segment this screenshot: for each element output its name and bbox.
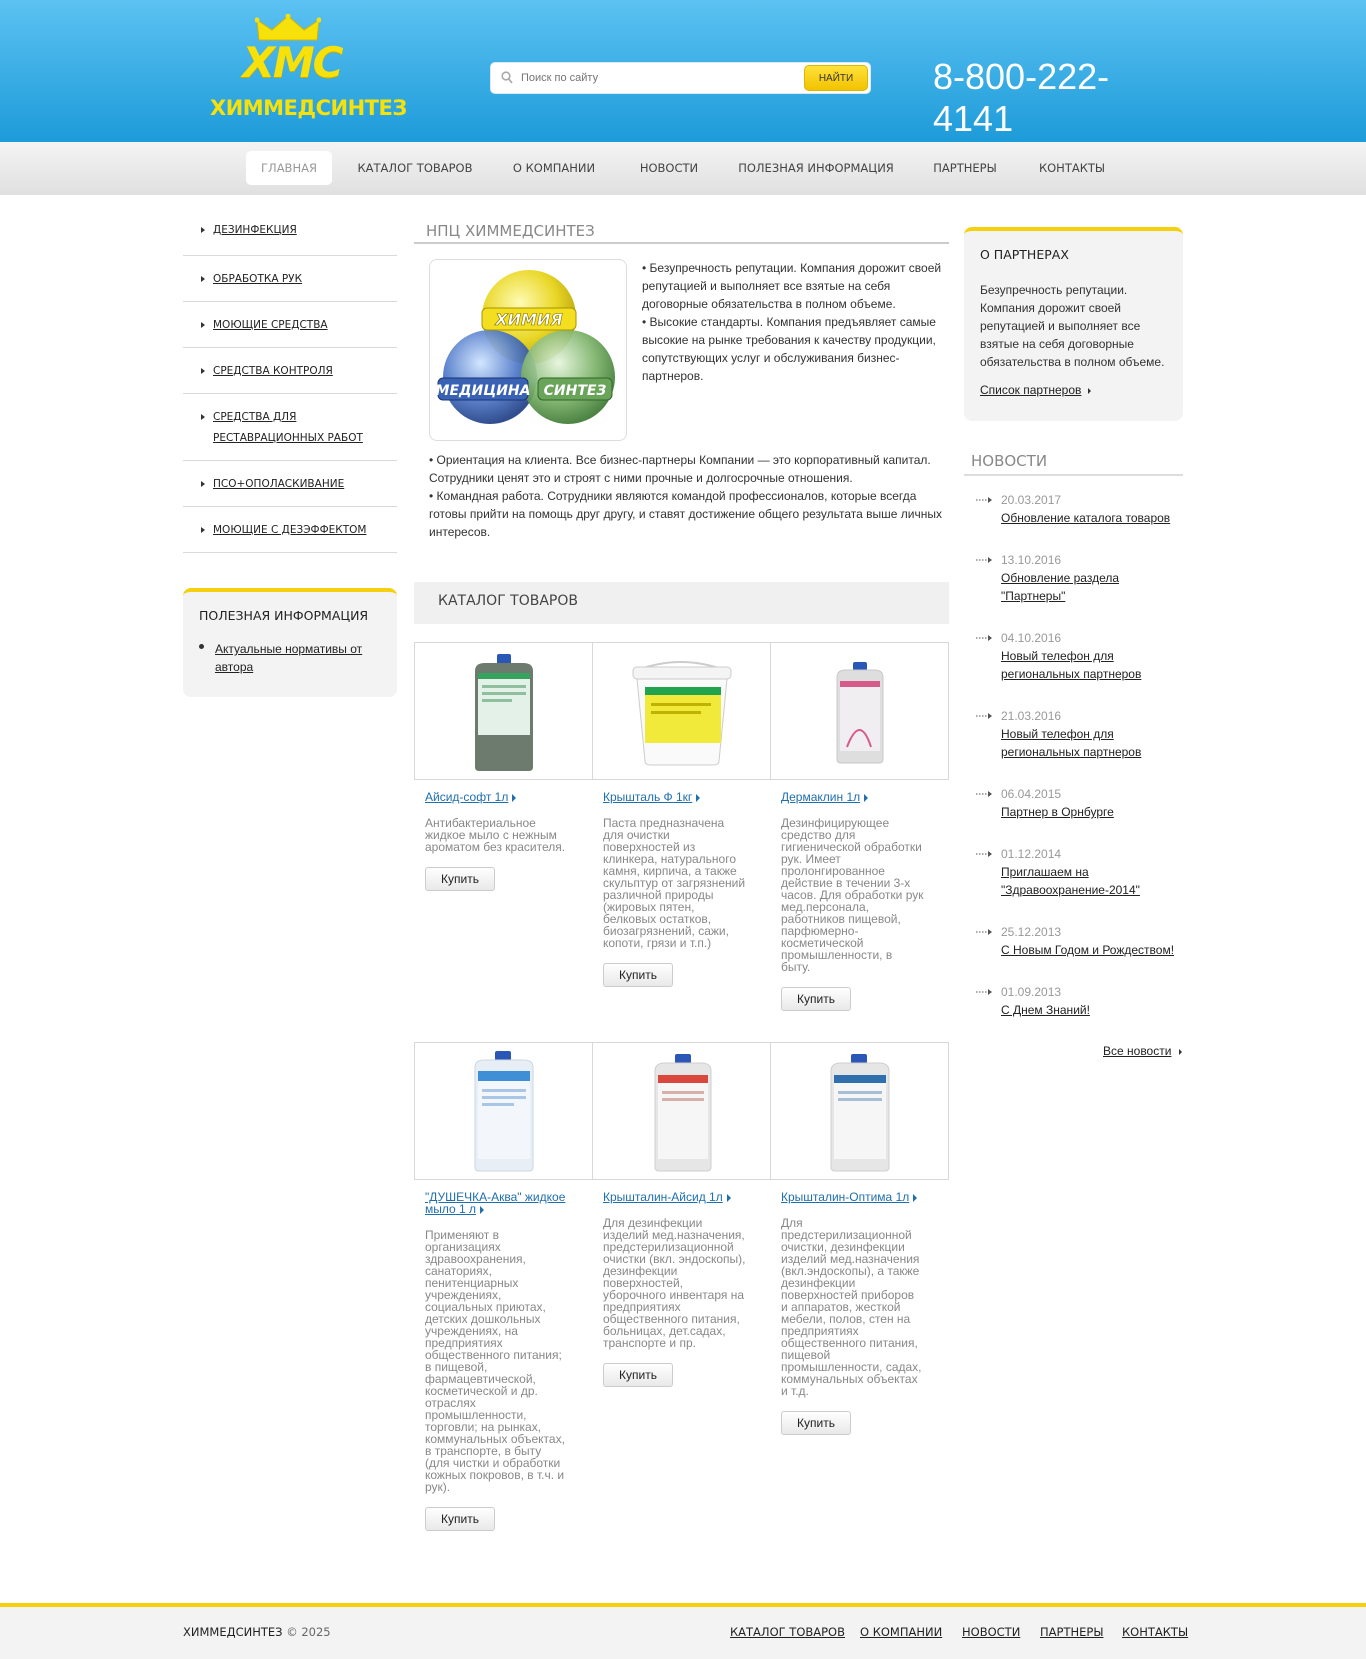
product-link-kryshtalin-aisid[interactable]: Крышталин-Айсид 1л (603, 1191, 753, 1203)
all-news-link[interactable]: Все новости (1103, 1044, 1172, 1058)
news-link[interactable]: Приглашаем на "Здравоохранение-2014" (1001, 865, 1140, 897)
news-link[interactable]: Обновление раздела "Партнеры" (1001, 571, 1120, 603)
bucket-icon (593, 643, 770, 779)
footer-link-contacts[interactable]: КОНТАКТЫ (1122, 1625, 1189, 1639)
image-label-chemistry: ХИМИЯ (495, 310, 563, 329)
search-input[interactable] (521, 68, 781, 88)
left-menu-item-detergents[interactable]: МОЮЩИЕ СРЕДСТВА (183, 302, 397, 348)
main-nav (0, 142, 1366, 195)
logo-wordmark: ХИММЕДСИНТЕЗ (210, 96, 407, 120)
search-button[interactable]: НАЙТИ (804, 65, 868, 91)
arrow-right-icon (864, 794, 868, 802)
arrow-right-icon (201, 322, 205, 328)
product-desc-dermaklin: Дезинфицирующее средство для гигиенической обработки рук. Имеет пролонгированное действие в течении 3-х часов. Для обработки рук мед.персонала, работников пищевой, парфюмерно-косметической промышленности, в быту. (781, 816, 924, 974)
news-link[interactable]: Партнер в Орнбурге (1001, 805, 1114, 819)
arrow-right-icon (1088, 388, 1091, 394)
site-logo[interactable] (210, 14, 407, 122)
catalog-section-title: КАТАЛОГ ТОВАРОВ (414, 582, 949, 624)
product-image-kryshtalin-aisid[interactable] (592, 1042, 771, 1180)
product-link-kryshtalin-optima[interactable]: Крышталин-Оптима 1л (781, 1191, 931, 1203)
product-image-dushechka-aqua[interactable] (414, 1042, 593, 1180)
image-label-synthesis: СИНТЕЗ (543, 383, 607, 399)
arrow-right-icon (1179, 1049, 1182, 1055)
news-section-title: НОВОСТИ (964, 452, 1183, 476)
arrow-right-icon (727, 1194, 731, 1202)
left-menu-item-disinfection[interactable]: ДЕЗИНФЕКЦИЯ (183, 210, 397, 256)
nav-partners[interactable]: ПАРТНЕРЫ (933, 161, 997, 175)
product-desc-kryshtalin-optima: Для предстерилизационной очистки, дезинфекции изделий мед.назначения (вкл.эндоскопы), а также дезинфекции поверхностей приборов и аппаратов, жесткой мебели, полов, стен на предприятиях общественного питания, пищевой промышленности, садах, коммунальных объектах и т.д. (781, 1216, 922, 1398)
product-image-kryshtalin-optima[interactable] (770, 1042, 949, 1180)
product-image-kryshtal-f[interactable] (592, 642, 771, 780)
nav-useful-info[interactable]: ПОЛЕЗНАЯ ИНФОРМАЦИЯ (738, 161, 894, 175)
news-date: 25.12.2013 (1001, 925, 1062, 939)
nav-home[interactable]: ГЛАВНАЯ (246, 151, 332, 185)
arrow-right-icon (913, 1194, 917, 1202)
company-image (429, 259, 627, 441)
left-menu-item-pso-rinse[interactable]: ПСО+ОПОЛАСКИВАНИЕ (183, 461, 397, 507)
bottle-icon (415, 643, 592, 779)
arrow-right-icon (201, 481, 205, 487)
footer-link-news[interactable]: НОВОСТИ (962, 1625, 1021, 1639)
buy-button-dermaklin[interactable]: Купить (781, 987, 851, 1011)
footer-copyright: ХИММЕДСИНТЕЗ © 2025 (183, 1625, 331, 1639)
arrow-right-icon (512, 794, 516, 802)
dotted-arrow-icon (976, 634, 992, 642)
partners-text: Безупречность репутации. Компания дорожит своей репутацией и выполняет все взятые на себя договорные обязательства в полном объеме. (980, 283, 1165, 369)
product-image-aisid-soft[interactable] (414, 642, 593, 780)
dotted-arrow-icon (976, 556, 992, 564)
search-box (490, 62, 871, 94)
news-date: 01.09.2013 (1001, 985, 1062, 999)
left-menu-item-hand-treatment[interactable]: ОБРАБОТКА РУК (183, 256, 397, 302)
about-standards: • Высокие стандарты. Компания предъявляет самые высокие на рынке требования к качеству продукции, сопутствующих услуг и обслуживания бизнес-партнеров. (642, 315, 936, 383)
bottle-icon (415, 1043, 592, 1179)
product-image-dermaklin[interactable] (770, 642, 949, 780)
product-desc-dushechka-aqua: Применяют в организациях здравоохранения, санаториях, пенитенциарных учреждениях, социальных приютах, детских дошкольных учреждениях, на предприятиях общественного питания; в пищевой, фармацевтической, косметической и др. отраслях промышленности, торговли; на рынках, коммунальных объектах, в транспорте, в быту (для чистки и обработки кожных покровов, в т.ч. и рук). (425, 1228, 565, 1494)
news-date: 01.12.2014 (1001, 847, 1062, 861)
arrow-right-icon (201, 227, 205, 233)
footer-link-about[interactable]: О КОМПАНИИ (860, 1625, 943, 1639)
buy-button-dushechka-aqua[interactable]: Купить (425, 1507, 495, 1531)
footer-link-catalog[interactable]: КАТАЛОГ ТОВАРОВ (730, 1625, 845, 1639)
buy-button-kryshtalin-optima[interactable]: Купить (781, 1411, 851, 1435)
about-client-focus: • Ориентация на клиента. Все бизнес-партнеры Компании — это корпоративный капитал. Сотрудники ценят это и строят с ними прочные и долгосрочные отношения. (429, 453, 931, 485)
nav-catalog[interactable]: КАТАЛОГ ТОВАРОВ (357, 161, 473, 175)
buy-button-kryshtalin-aisid[interactable]: Купить (603, 1363, 673, 1387)
site-footer (0, 1603, 1366, 1659)
arrow-right-icon (480, 1206, 484, 1214)
logo-monogram: ХМС (242, 38, 342, 87)
product-link-kryshtal-f[interactable]: Крышталь Ф 1кг (603, 791, 753, 803)
partners-title: О ПАРТНЕРАХ (980, 247, 1069, 262)
left-menu-item-disinfect-detergents[interactable]: МОЮЩИЕ С ДЕЗЭФФЕКТОМ (183, 507, 397, 553)
useful-info-title: ПОЛЕЗНАЯ ИНФОРМАЦИЯ (199, 608, 369, 623)
nav-about[interactable]: О КОМПАНИИ (512, 161, 596, 175)
buy-button-kryshtal-f[interactable]: Купить (603, 963, 673, 987)
image-label-medicine: МЕДИЦИНА (435, 383, 531, 399)
search-icon (501, 71, 513, 85)
news-date: 21.03.2016 (1001, 709, 1062, 723)
footer-link-partners[interactable]: ПАРТНЕРЫ (1040, 1625, 1104, 1639)
buy-button-aisid-soft[interactable]: Купить (425, 867, 495, 891)
site-header (0, 0, 1366, 142)
dotted-arrow-icon (976, 790, 992, 798)
news-date: 20.03.2017 (1001, 493, 1062, 507)
bullet-icon (199, 644, 204, 649)
arrow-right-icon (201, 276, 205, 282)
product-desc-aisid-soft: Антибактериальное жидкое мыло с нежным ароматом без красителя. (425, 816, 566, 854)
arrow-right-icon (201, 368, 205, 374)
news-link[interactable]: Новый телефон для региональных партнеров (1001, 727, 1142, 759)
dotted-arrow-icon (976, 712, 992, 720)
bottle-icon (771, 1043, 948, 1179)
arrow-right-icon (201, 414, 205, 420)
partners-box (964, 227, 1183, 421)
nav-news[interactable]: НОВОСТИ (639, 161, 699, 175)
dotted-arrow-icon (976, 988, 992, 996)
news-link[interactable]: С Новым Годом и Рождеством! (1001, 943, 1175, 957)
news-link[interactable]: Новый телефон для региональных партнеров (1001, 649, 1142, 681)
dotted-arrow-icon (976, 496, 992, 504)
bottle-icon (593, 1043, 770, 1179)
bottle-icon (771, 643, 948, 779)
left-menu-item-restoration[interactable]: СРЕДСТВА ДЛЯ РЕСТАВРАЦИОННЫХ РАБОТ (183, 394, 397, 461)
left-menu-item-control-means[interactable]: СРЕДСТВА КОНТРОЛЯ (183, 348, 397, 394)
news-date: 13.10.2016 (1001, 553, 1062, 567)
product-desc-kryshtalin-aisid: Для дезинфекции изделий мед.назначения, предстерилизационной очистки (вкл. эндоскопы), дезинфекции поверхностей, уборочного инвентаря на предприятиях общественного питания, больницах, дет.садах, транспорте и пр. (603, 1216, 746, 1350)
dotted-arrow-icon (976, 928, 992, 936)
dotted-arrow-icon (976, 850, 992, 858)
product-link-aisid-soft[interactable]: Айсид-софт 1л (425, 791, 575, 803)
useful-info-box (183, 588, 397, 697)
about-teamwork: • Командная работа. Сотрудники являются командой профессионалов, которые всегда готовы прийти на помощь друг другу, и ставят достижение общего результата выше личных интересов. (429, 489, 942, 539)
product-link-dushechka-aqua[interactable]: "ДУШЕЧКА-Аква" жидкое мыло 1 л (425, 1190, 566, 1216)
product-link-dermaklin[interactable]: Дермаклин 1л (781, 791, 931, 803)
news-link[interactable]: С Днем Знаний! (1001, 1003, 1090, 1017)
useful-info-link[interactable]: Актуальные нормативы от автора (215, 642, 363, 674)
product-desc-kryshtal-f: Паста предназначена для очистки поверхностей из клинкера, натурального камня, кирпича, а также скульптур от загрязнений различной природы (жировых пятен, белковых остатков, биозагрязнений, сажи, копоти, грязи и т.п.) (603, 816, 746, 950)
arrow-right-icon (696, 794, 700, 802)
news-link[interactable]: Обновление каталога товаров (1001, 511, 1171, 525)
chemistry-medicine-synthesis-globes-icon (430, 260, 628, 442)
nav-contacts[interactable]: КОНТАКТЫ (1038, 161, 1106, 175)
arrow-right-icon (201, 527, 205, 533)
phone-number: 8-800-222-4141 (933, 56, 1110, 139)
news-date: 04.10.2016 (1001, 631, 1062, 645)
news-date: 06.04.2015 (1001, 787, 1062, 801)
about-reputation: • Безупречность репутации. Компания дорожит своей репутацией и выполняет все взятые на себя договорные обязательства в полном объеме. (642, 261, 942, 311)
about-section-title: НПЦ ХИММЕДСИНТЕЗ (414, 222, 949, 244)
partners-list-link[interactable]: Список партнеров (980, 383, 1082, 397)
